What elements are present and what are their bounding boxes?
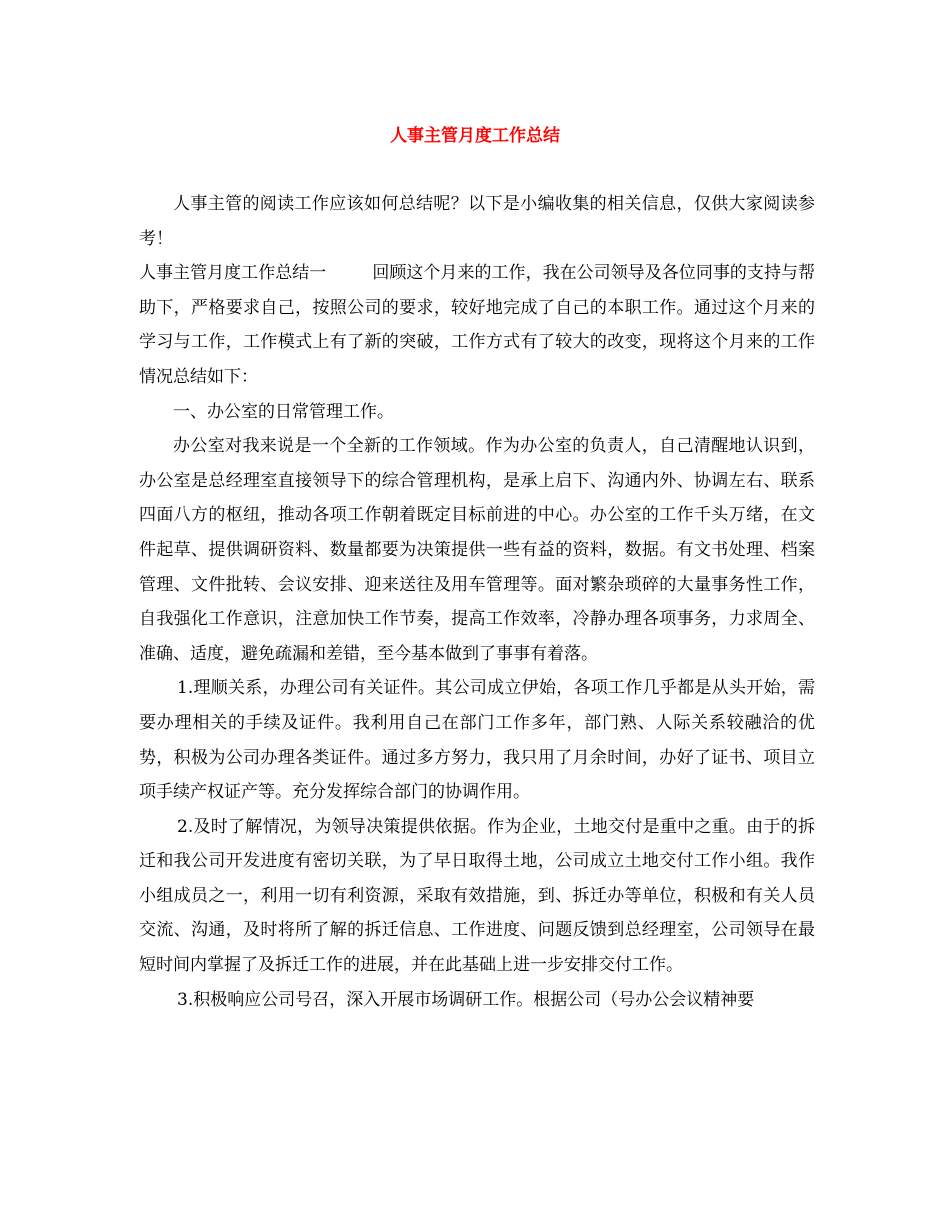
office-paragraph: 办公室对我来说是一个全新的工作领域。作为办公室的负责人，自己清醒地认识到，办公室是总经理室直接领导下的综合管理机构，是承上启下、沟通内外、协调左右、联系四面八方的枢纽，推动各项工作朝着既定目标前进的中心。办公室的工作千头万绪，在文件起草、提供调研资料、数量都要为决策提供一些有益的资料，数据。有文书处理、档案管理、文件批转、会议安排、迎来送往及用车管理等。面对繁杂琐碎的大量事务性工作，自我强化工作意识，注意加快工作节奏，提高工作效率，冷静办理各项事务，力求周全、准确、适度，避免疏漏和差错，至今基本做到了事事有着落。: [139, 436, 815, 664]
item-1-paragraph: 1.理顺关系，办理公司有关证件。其公司成立伊始，各项工作几乎都是从头开始，需要办理相关的手续及证件。我利用自己在部门工作多年，部门熟、人际关系较融洽的优势，积极为公司办理各类证件。通过多方努力，我只用了月余时间，办好了证书、项目立项手续产权证产等。充分发挥综合部门的协调作用。: [139, 678, 815, 803]
item-3-paragraph: 3.积极响应公司号召，深入开展市场调研工作。根据公司（号办公会议精神要: [177, 989, 755, 1010]
heading-office-management: 一、办公室的日常管理工作。: [173, 401, 394, 422]
intro-paragraph: 人事主管的阅读工作应该如何总结呢？以下是小编收集的相关信息，仅供大家阅读参考！: [139, 194, 815, 249]
section-label: 人事主管月度工作总结一: [139, 263, 327, 284]
item-2-paragraph: 2.及时了解情况，为领导决策提供依据。作为企业，土地交付是重中之重。由于的拆迁和我公司开发进度有密切关联，为了早日取得土地，公司成立土地交付工作小组。我作小组成员之一，利用一切有利资源，采取有效措施，到、拆迁办等单位，积极和有关人员交流、沟通，及时将所了解的拆迁信息、工作进度、问题反馈到总经理室，公司领导在最短时间内掌握了及拆迁工作的进展，并在此基础上进一步安排交付工作。: [139, 816, 815, 976]
document-body: [139, 187, 815, 1017]
document-title: 人事主管月度工作总结: [390, 126, 560, 146]
section-opening: 回顾这个月来的工作，我在公司领导及各位同事的支持与帮助下，严格要求自己，按照公司的要求，较好地完成了自己的本职工作。通过这个月来的学习与工作，工作模式上有了新的突破，工作方式有了较大的改变，现将这个月来的工作情况总结如下：: [139, 263, 815, 387]
section-one-paragraph: [139, 256, 815, 394]
